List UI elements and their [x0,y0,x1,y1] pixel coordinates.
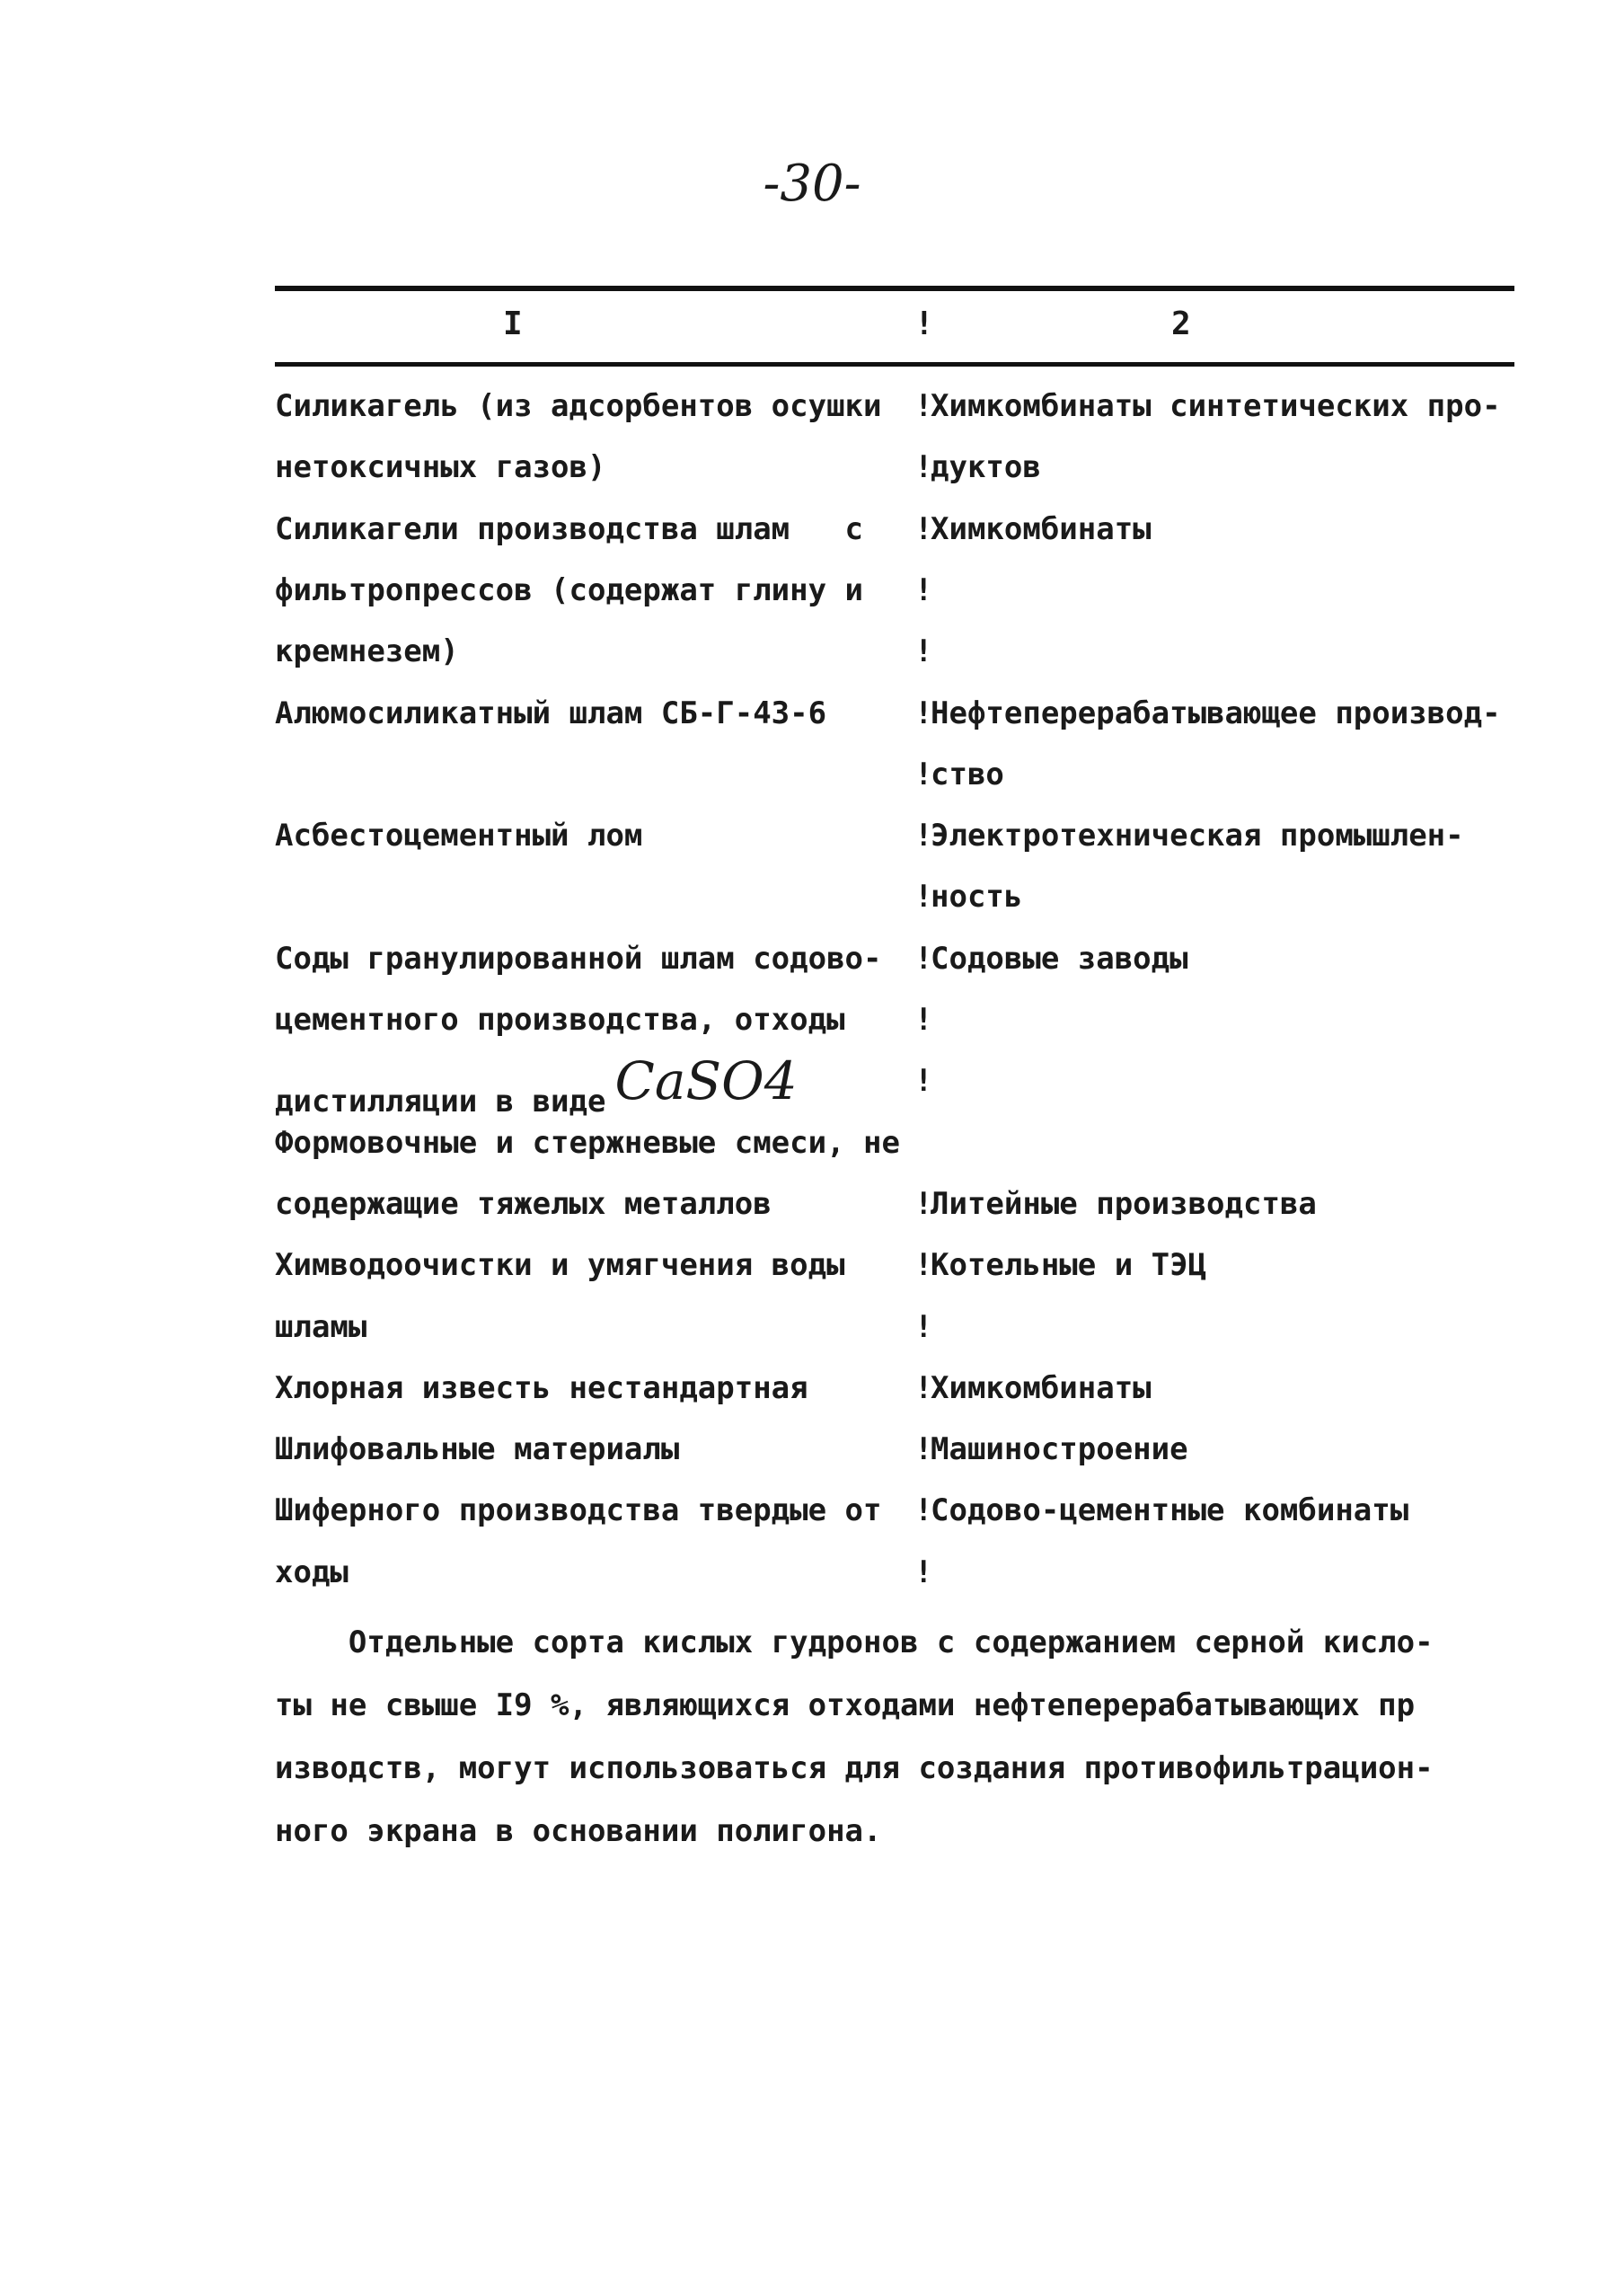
waste-name-text: Хлорная известь нестандартная [275,1369,808,1406]
waste-name-text: Соды гранулированной шлам содово- [275,940,882,977]
source-industry-cell: дуктов [931,449,1041,486]
source-industry-cell: Химкомбинаты [931,510,1152,547]
column-separator: ! [914,449,933,486]
waste-name-cell [275,633,459,669]
column-separator: ! [914,940,933,977]
column-separator: ! [914,879,933,916]
column-header-1: I [503,305,523,342]
paragraph-line: изводств, могут использоваться для создания противофильтрацион- [275,1750,1434,1786]
table-row [275,388,1532,449]
waste-name-text: Формовочные и стержневые смеси, не [275,1124,900,1161]
waste-name-cell [275,695,826,731]
column-separator: ! [914,1554,933,1590]
waste-name-text: содержащие тяжелых металлов [275,1185,772,1222]
waste-name-cell [275,1554,349,1590]
table-row [275,511,1532,572]
table-row [275,1431,1532,1492]
source-industry-cell: Машиностроение [931,1431,1188,1468]
column-separator: ! [914,1002,933,1038]
column-separator: ! [914,1247,933,1284]
column-header-separator: ! [914,305,934,342]
waste-name-cell [275,1309,366,1345]
table-row [275,1247,1532,1308]
table-row [275,1125,1532,1186]
waste-name-cell [275,1186,772,1222]
table-row [275,879,1532,940]
table-row [275,818,1532,879]
column-separator: ! [914,388,933,424]
source-industry-cell: Электротехническая промышлен- [931,818,1464,854]
source-industry-cell: Литейные производства [931,1185,1317,1222]
source-industry-cell: Котельные и ТЭЦ [931,1247,1207,1284]
waste-name-cell [275,1125,900,1161]
waste-name-cell [275,818,642,854]
waste-name-cell [275,511,863,547]
table-row [275,1492,1532,1554]
source-industry-cell: ство [931,756,1004,792]
column-separator: ! [914,571,933,608]
source-industry-cell: Содовые заводы [931,940,1188,977]
column-separator: ! [914,756,933,792]
waste-name-cell [275,572,863,608]
waste-name-text: нетоксичных газов) [275,449,606,486]
waste-name-text: фильтропрессов (содержат глину и [275,571,864,608]
paragraph-line: ного экрана в основании полигона. [275,1813,882,1849]
waste-name-text: Шлифовальные материалы [275,1431,680,1468]
table-row [275,1309,1532,1370]
column-separator: ! [914,1308,933,1345]
waste-name-cell [275,1370,808,1406]
waste-name-cell [275,1002,845,1038]
column-separator: ! [914,510,933,547]
table-row [275,449,1532,510]
source-industry-cell: Химкомбинаты синтетических про- [931,388,1501,424]
waste-name-cell [275,1050,798,1124]
waste-name-cell [275,1492,882,1528]
column-separator: ! [914,1185,933,1222]
waste-name-text: цементного производства, отходы [275,1002,845,1038]
waste-name-text: Силикагели производства шлам с [275,510,864,547]
waste-name-text: кремнезем) [275,633,459,670]
waste-name-text: Алюмосиликатный шлам СБ-Г-43-6 [275,695,827,731]
source-industry-cell: Содово-цементные комбинаты [931,1492,1409,1529]
table-row [275,572,1532,633]
column-separator: ! [914,633,933,670]
table-row [275,757,1532,818]
column-header-2: 2 [1171,305,1191,342]
waste-name-text: Силикагель (из адсорбентов осушки [275,388,882,424]
waste-name-text: Химводоочистки и умягчения воды [275,1247,845,1284]
chemical-formula: CaSO4 [614,1050,798,1112]
column-separator: ! [914,818,933,854]
waste-name-text: ходы [275,1554,349,1590]
column-separator: ! [914,1431,933,1468]
table-row [275,1554,1532,1616]
table-row [275,633,1532,695]
table-row [275,1002,1532,1063]
waste-name-cell [275,941,882,977]
source-industry-cell: Нефтеперерабатывающее производ- [931,695,1501,731]
waste-name-cell [275,1247,845,1283]
waste-name-text: Шиферного производства твердые от [275,1492,882,1529]
waste-name-cell [275,1431,679,1467]
table-header-rule [275,362,1514,367]
page-number: -30- [763,155,861,213]
table-row [275,941,1532,1002]
paragraph-line: ты не свыше I9 %, являющихся отходами нефтеперерабатывающих пр [275,1687,1416,1723]
column-separator: ! [914,1063,933,1100]
waste-name-cell [275,449,605,485]
column-separator: ! [914,1369,933,1406]
paragraph-line: Отдельные сорта кислых гудронов с содержанием серной кисло- [275,1624,1434,1660]
table-row [275,1370,1532,1431]
waste-name-text: Асбестоцементный лом [275,818,643,854]
source-industry-cell: Химкомбинаты [931,1369,1152,1406]
source-industry-cell: ность [931,879,1023,916]
table-top-rule [275,286,1514,291]
table-row [275,1050,1532,1124]
table-row [275,695,1532,757]
column-separator: ! [914,1492,933,1529]
waste-name-text: шламы [275,1308,367,1345]
waste-name-cell [275,388,882,424]
waste-name-text: дистилляции в виде [275,1084,606,1120]
table-row [275,1186,1532,1247]
column-separator: ! [914,695,933,731]
